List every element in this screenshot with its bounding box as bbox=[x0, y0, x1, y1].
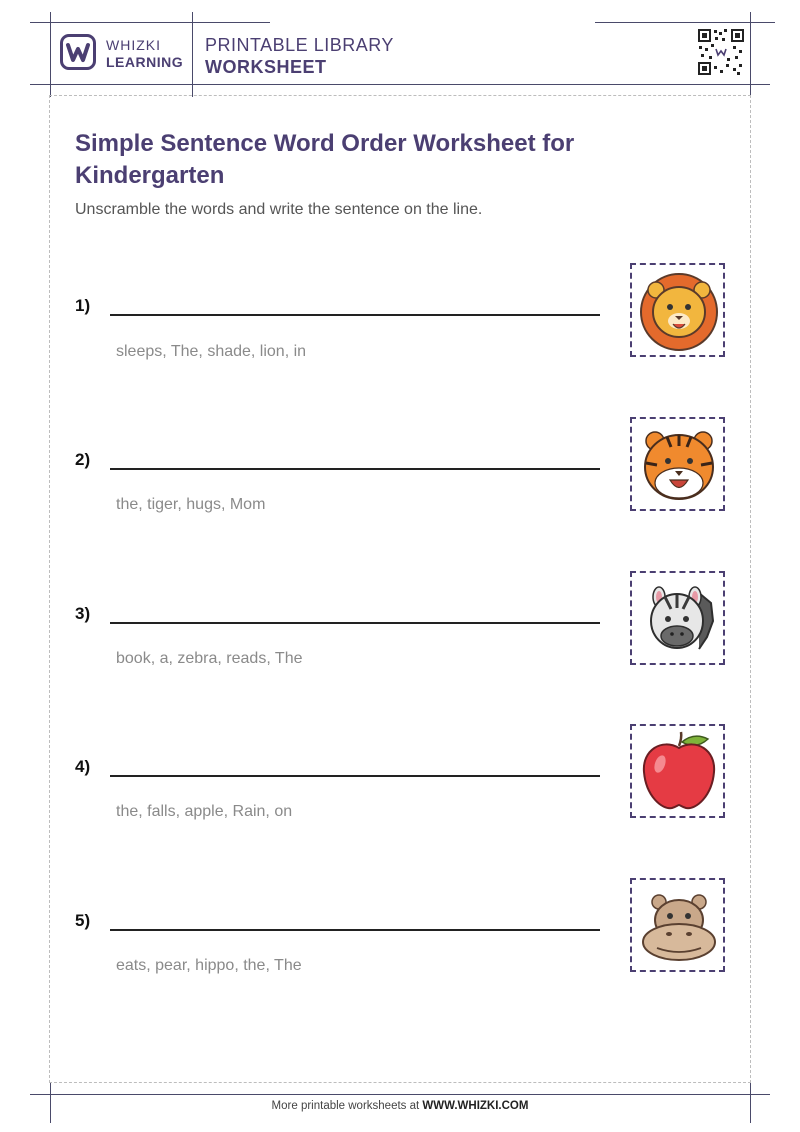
brand-name-bottom: LEARNING bbox=[106, 54, 184, 70]
scrambled-words: book, a, zebra, reads, The bbox=[116, 650, 303, 667]
tiger-icon bbox=[632, 419, 727, 513]
hippo-icon bbox=[632, 880, 727, 974]
footer-link[interactable]: WWW.WHIZKI.COM bbox=[422, 1100, 529, 1112]
scrambled-words: the, falls, apple, Rain, on bbox=[116, 803, 293, 820]
brand-name-top: WHIZKI bbox=[106, 37, 161, 53]
question-number: 3) bbox=[75, 604, 91, 623]
worksheet-label: WORKSHEET bbox=[205, 57, 327, 77]
apple-icon bbox=[632, 726, 727, 820]
footer-text: More printable worksheets at bbox=[271, 1100, 420, 1112]
worksheet-instructions: Unscramble the words and write the sentence on the line. bbox=[75, 201, 483, 218]
answer-line[interactable] bbox=[110, 468, 600, 470]
library-label: PRINTABLE LIBRARY bbox=[205, 35, 394, 55]
picture-box bbox=[630, 263, 725, 357]
qr-code[interactable] bbox=[697, 28, 745, 76]
whizki-logo[interactable] bbox=[60, 34, 96, 70]
footer-note bbox=[0, 1100, 800, 1112]
worksheet-title: Simple Sentence Word Order Worksheet for Kindergarten bbox=[75, 130, 575, 189]
question-number: 1) bbox=[75, 296, 91, 315]
scrambled-words: the, tiger, hugs, Mom bbox=[116, 496, 266, 513]
picture-box bbox=[630, 878, 725, 972]
answer-line[interactable] bbox=[110, 775, 600, 777]
lion-icon bbox=[632, 265, 727, 359]
question-number: 2) bbox=[75, 450, 91, 469]
picture-box bbox=[630, 417, 725, 511]
picture-box bbox=[630, 724, 725, 818]
picture-box bbox=[630, 571, 725, 665]
answer-line[interactable] bbox=[110, 314, 600, 316]
zebra-icon bbox=[632, 573, 727, 667]
answer-line[interactable] bbox=[110, 622, 600, 624]
scrambled-words: eats, pear, hippo, the, The bbox=[116, 957, 302, 974]
scrambled-words: sleeps, The, shade, lion, in bbox=[116, 343, 307, 360]
answer-line[interactable] bbox=[110, 929, 600, 931]
question-number: 4) bbox=[75, 757, 91, 776]
question-number: 5) bbox=[75, 911, 91, 930]
